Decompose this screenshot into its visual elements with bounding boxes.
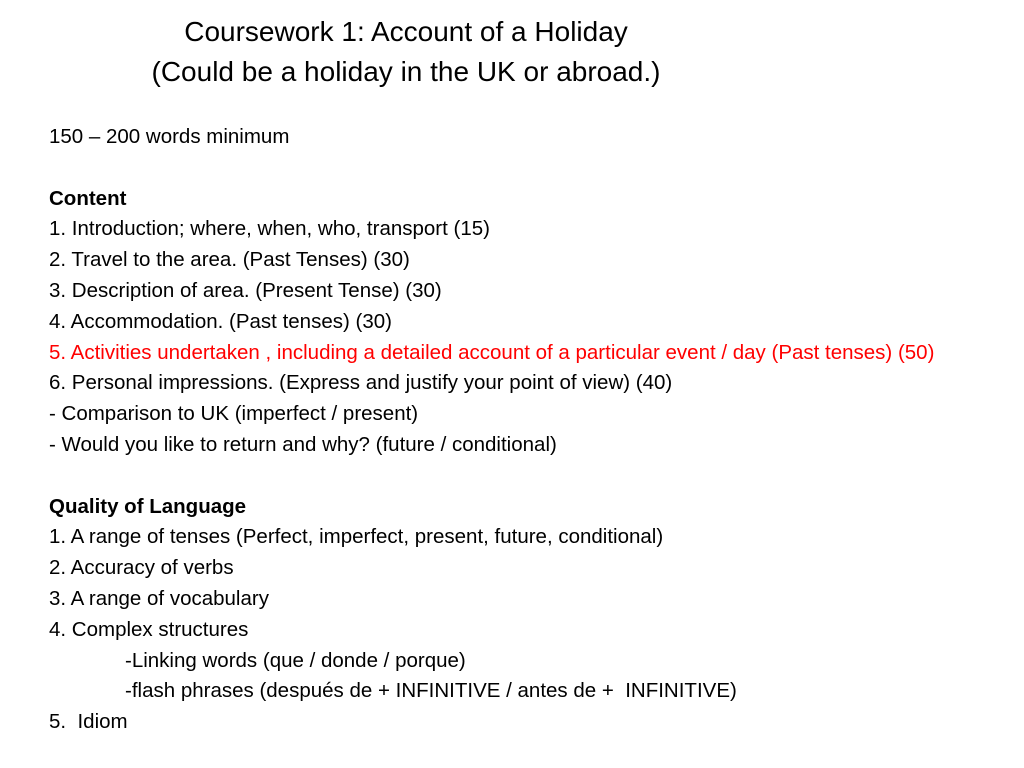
- content-item-3: 3. Description of area. (Present Tense) (30): [49, 278, 442, 302]
- content-item-4: 4. Accommodation. (Past tenses) (30): [49, 309, 392, 333]
- content-heading: Content: [49, 186, 127, 210]
- quality-item-4: 4. Complex structures: [49, 617, 249, 641]
- spacer: [49, 461, 969, 492]
- quality-item-3: 3. A range of vocabulary: [49, 586, 269, 610]
- slide-body: [49, 122, 969, 738]
- content-subitem-comparison: - Comparison to UK (imperfect / present): [49, 402, 419, 426]
- content-item-2: 2. Travel to the area. (Past Tenses) (30): [49, 248, 410, 272]
- quality-item-2: 2. Accuracy of verbs: [49, 556, 234, 580]
- slide-title: [0, 12, 812, 92]
- quality-heading: Quality of Language: [49, 494, 247, 518]
- content-item-6: 6. Personal impressions. (Express and justify your point of view) (40): [49, 371, 673, 395]
- content-item-1: 1. Introduction; where, when, who, transport (15): [49, 217, 490, 241]
- title-line-1: Coursework 1: Account of a Holiday: [184, 16, 628, 47]
- spacer: [49, 153, 969, 184]
- quality-item-5: 5. Idiom: [49, 710, 128, 734]
- content-item-5-highlighted: 5. Activities undertaken , including a detailed account of a particular event / day (Past tenses) (50): [49, 340, 935, 364]
- title-line-2: (Could be a holiday in the UK or abroad.): [151, 56, 661, 87]
- quality-item-1: 1. A range of tenses (Perfect, imperfect, present, future, conditional): [49, 525, 664, 549]
- quality-subitem-linking-words: -Linking words (que / donde / porque): [125, 648, 466, 672]
- quality-subitem-flash-phrases: -flash phrases (después de + INFINITIVE / antes de + INFINITIVE): [125, 679, 737, 703]
- word-count: 150 – 200 words minimum: [49, 125, 290, 148]
- content-subitem-return: - Would you like to return and why? (future / conditional): [49, 432, 557, 456]
